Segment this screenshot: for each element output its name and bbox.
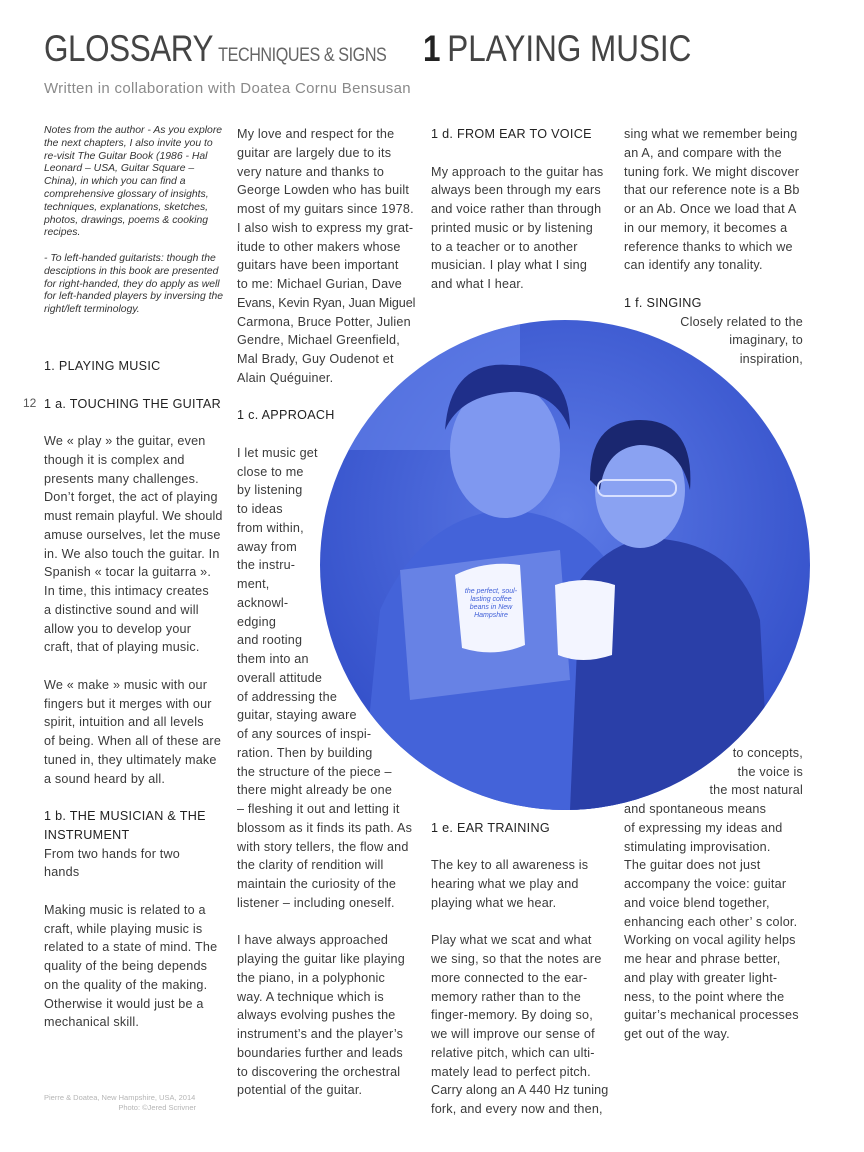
text-line: Play what we scat and what: [431, 933, 592, 948]
text-line: memory rather than to the: [431, 989, 581, 1004]
text-line: to ideas: [237, 502, 283, 516]
text-line: of addressing the: [237, 689, 338, 704]
text-line: Mal Brady, Guy Oudenot et: [237, 352, 394, 366]
text-line: to discovering the orchestral: [237, 1064, 401, 1079]
text-line: to a teacher or to another: [431, 239, 578, 254]
text-line: in our memory, it becomes a: [624, 220, 788, 235]
text-line: from within,: [237, 520, 304, 535]
text-line: in. We also touch the guitar. In: [44, 546, 220, 561]
text-line: finger-memory. By doing so,: [431, 1008, 593, 1023]
text-line: way. A technique which is: [237, 989, 384, 1004]
text-line: always evolving pushes the: [237, 1008, 396, 1023]
text-line: and what I hear.: [431, 277, 524, 291]
chapter-number: 1: [423, 28, 441, 69]
text-line: them into an: [237, 652, 309, 666]
text-line: amuse ourselves, let the muse: [44, 527, 221, 542]
text-line: related to a state of mind. The: [44, 940, 218, 955]
text-line: more connected to the ear-: [431, 970, 588, 985]
text-line: ness, to the point where the: [624, 989, 785, 1004]
notes-paragraph: - To left-handed guitarists: though the desciptions in this book are presented for right-handed, they do apply as well for left-handed players by inversing the right/left terminology.: [44, 252, 224, 316]
text-line: to concepts,: [732, 745, 803, 760]
page-number: 12: [23, 396, 37, 410]
text-line: blossom as it finds its path. As: [237, 820, 413, 835]
text-line: enhancing each other’ s color.: [624, 914, 798, 929]
text-line: Working on vocal agility helps: [624, 933, 796, 948]
text-line: imaginary, to: [729, 333, 803, 348]
text-line: itude to other makers whose: [237, 239, 401, 254]
title-text: GLOSSARY: [44, 28, 214, 69]
text-line: listener – including oneself.: [237, 895, 395, 910]
text-line: potential of the guitar.: [237, 1083, 363, 1098]
text-line: My approach to the guitar has: [431, 164, 604, 179]
text-line: and voice blend together,: [624, 895, 770, 910]
notes-paragraph: Notes from the author - As you explore the next chapters, I also invite you to re-visit The Guitar Book (1986 - Hal Leonard – USA, Guitar Square – China), in which you can find a comprehensive glossary of insights, techniques, explanations, sketches, photos, drawings, poems & cooking recipes.: [44, 125, 223, 239]
title-subtitle: TECHNIQUES & SIGNS: [218, 45, 387, 66]
text-line: close to me: [237, 464, 304, 479]
text-line: allow you to develop your: [44, 621, 192, 636]
text-line: Spanish « tocar la guitarra ».: [44, 565, 212, 580]
section-heading: INSTRUMENT: [44, 827, 130, 842]
text-line: away from: [237, 539, 297, 554]
text-line: quality of the being depends: [44, 959, 208, 973]
section-heading: 1 c. APPROACH: [237, 408, 335, 423]
text-line: the clarity of rendition will: [237, 858, 384, 873]
text-line: Evans, Kevin Ryan, Juan Miguel: [237, 295, 416, 310]
text-line: We « make » music with our: [44, 677, 208, 692]
text-line: get out of the way.: [624, 1027, 730, 1041]
text-line: Carry along an A 440 Hz tuning: [431, 1083, 609, 1098]
text-line: of any sources of inspi-: [237, 727, 372, 741]
text-line: of expressing my ideas and: [624, 820, 783, 835]
text-line: instrument’s and the player’s: [237, 1027, 404, 1041]
text-line: spirit, intuition and all levels: [44, 715, 204, 730]
text-line: a sound heard by all.: [44, 771, 166, 786]
text-line: can identify any tonality.: [624, 258, 763, 273]
text-line: tuned in, they ultimately make: [44, 752, 217, 767]
chapter-title: [423, 28, 691, 70]
section-heading: 1 f. SINGING: [624, 295, 702, 310]
text-line: the piano, in a polyphonic: [237, 970, 386, 985]
text-line: – fleshing it out and letting it: [237, 802, 400, 816]
text-line: sing what we remember being: [624, 127, 798, 141]
photo-caption: [44, 1093, 196, 1113]
text-line: we sing, so that the notes are: [431, 952, 602, 966]
text-line: to me: Michael Gurian, Dave: [237, 277, 402, 291]
text-line: there might already be one: [237, 783, 393, 798]
section-heading: 1 a. TOUCHING THE GUITAR: [44, 396, 222, 411]
text-line: though it is complex and: [44, 452, 185, 467]
text-line: acknowl-: [237, 595, 289, 610]
text-line: on the quality of the making.: [44, 977, 208, 992]
text-line: and spontaneous means: [624, 802, 767, 816]
text-line: playing the guitar like playing: [237, 952, 405, 966]
text-line: most of my guitars since 1978.: [237, 202, 414, 216]
text-line: guitar, staying aware: [237, 708, 357, 723]
text-line: of being. When all of these are: [44, 734, 222, 748]
text-line: or an Ab. Once we load that A: [624, 202, 797, 216]
text-line: My love and respect for the: [237, 127, 395, 141]
section-heading: 1. PLAYING MUSIC: [44, 359, 161, 373]
text-line: Closely related to the: [680, 314, 803, 329]
text-line: relative pitch, which can ulti-: [431, 1045, 595, 1060]
text-line: Don’t forget, the act of playing: [44, 490, 218, 505]
text-line: fork, and every now and then,: [431, 1102, 603, 1116]
text-line: the voice is: [737, 764, 803, 779]
text-line: hearing what we play and: [431, 877, 579, 891]
section-heading: 1 e. EAR TRAINING: [431, 820, 550, 835]
text-line: stimulating improvisation.: [624, 839, 771, 854]
text-line: guitar are largely due to its: [237, 145, 392, 160]
text-line: playing what we hear.: [431, 895, 557, 910]
text-line: mechanical skill.: [44, 1015, 140, 1030]
text-line: From two hands for two: [44, 846, 180, 861]
text-line: by listening: [237, 483, 303, 498]
text-line: overall attitude: [237, 670, 323, 685]
text-line: the structure of the piece –: [237, 764, 392, 779]
text-line: with story tellers, the flow and: [237, 839, 409, 854]
text-line: and play with greater light-: [624, 970, 778, 985]
text-line: boundaries further and leads: [237, 1045, 403, 1060]
text-line: accompany the voice: guitar: [624, 877, 787, 891]
text-line: guitars have been important: [237, 258, 399, 273]
text-line: the most natural: [709, 783, 803, 798]
text-line: always been through my ears: [431, 183, 601, 198]
section-heading: 1 b. THE MUSICIAN & THE: [44, 809, 206, 823]
text-line: guitar’s mechanical processes: [624, 1008, 799, 1023]
text-line: tuning fork. We might discover: [624, 164, 800, 179]
text-line: Making music is related to a: [44, 902, 206, 917]
text-line: must remain playful. We should: [44, 509, 223, 523]
text-line: I have always approached: [237, 933, 389, 948]
text-line: craft, that of playing music.: [44, 640, 200, 655]
text-line: reference thanks to which we: [624, 239, 793, 254]
text-line: a distinctive sound and will: [44, 602, 199, 617]
text-line: printed music or by listening: [431, 220, 593, 235]
caption-line: Photo: ©Jered Scrivner: [118, 1103, 196, 1112]
text-line: musician. I play what I sing: [431, 258, 588, 273]
mug-text: the perfect, soul-lasting coffee beans in New Hampshire: [464, 588, 518, 619]
text-line: fingers but it merges with our: [44, 696, 212, 711]
text-line: In time, this intimacy creates: [44, 584, 209, 598]
caption-line: Pierre & Doatea, New Hampshire, USA, 2014: [44, 1093, 196, 1102]
text-line: and voice rather than through: [431, 202, 602, 216]
glossary-title: [44, 28, 386, 70]
text-line: inspiration,: [739, 352, 803, 366]
byline: Written in collaboration with Doatea Cornu Bensusan: [44, 80, 411, 97]
text-line: craft, while playing music is: [44, 921, 203, 936]
text-line: hands: [44, 865, 80, 880]
text-line: The guitar does not just: [624, 858, 761, 873]
text-line: George Lowden who has built: [237, 183, 410, 198]
author-notes: [44, 125, 226, 330]
text-line: ment,: [237, 577, 270, 591]
mug-right: [555, 580, 615, 660]
text-line: Carmona, Bruce Potter, Julien: [237, 314, 411, 329]
text-line: we will improve our sense of: [431, 1027, 595, 1041]
text-line: Otherwise it would just be a: [44, 996, 204, 1011]
text-line: edging: [237, 614, 277, 629]
text-line: presents many challenges.: [44, 471, 199, 486]
text-line: that our reference note is a Bb: [624, 183, 800, 198]
text-line: I also wish to express my grat-: [237, 220, 414, 235]
text-line: and rooting: [237, 633, 303, 648]
text-line: me hear and phrase better,: [624, 952, 781, 966]
text-line: Alain Quéguiner.: [237, 370, 334, 385]
text-line: We « play » the guitar, even: [44, 434, 206, 448]
text-line: ration. Then by building: [237, 745, 373, 760]
text-line: I let music get: [237, 445, 318, 460]
text-line: maintain the curiosity of the: [237, 877, 397, 891]
section-heading: 1 d. FROM EAR TO VOICE: [431, 127, 592, 141]
text-line: very nature and thanks to: [237, 164, 385, 179]
text-line: the instru-: [237, 558, 296, 573]
text-line: Gendre, Michael Greenfield,: [237, 333, 400, 348]
chapter-title-text: PLAYING MUSIC: [447, 28, 692, 69]
text-line: mately lead to perfect pitch.: [431, 1064, 591, 1079]
text-line: The key to all awareness is: [431, 858, 589, 873]
text-line: an A, and compare with the: [624, 145, 782, 160]
